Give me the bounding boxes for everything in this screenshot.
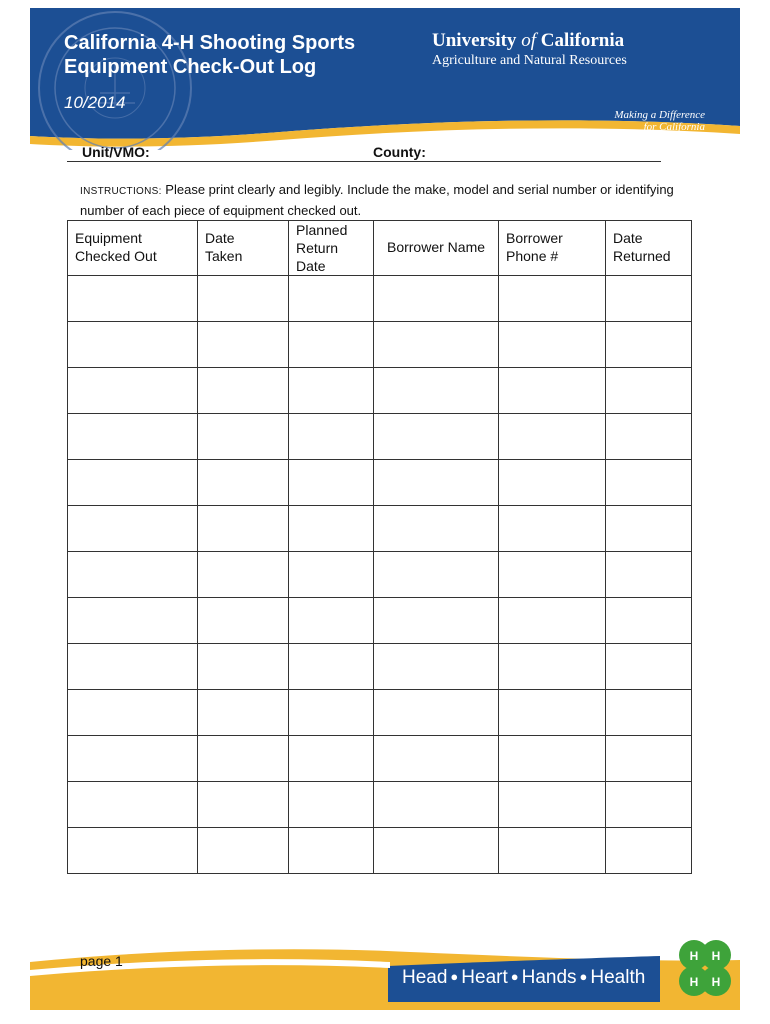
svg-text:H: H: [689, 949, 699, 963]
column-header-borrower-phone: Borrower Phone #: [499, 221, 606, 276]
table-cell-input[interactable]: [606, 322, 692, 368]
table-cell-input[interactable]: [606, 690, 692, 736]
table-cell-input[interactable]: [606, 460, 692, 506]
table-cell-input[interactable]: [606, 276, 692, 322]
table-row: [68, 460, 692, 506]
table-cell-input[interactable]: [198, 368, 289, 414]
table-cell-input[interactable]: [374, 782, 499, 828]
table-cell-input[interactable]: [68, 644, 198, 690]
table-cell-input[interactable]: [289, 690, 374, 736]
header-banner: [30, 8, 740, 150]
revision-date: 10/2014: [64, 93, 126, 112]
table-cell-input[interactable]: [68, 276, 198, 322]
table-row: [68, 276, 692, 322]
table-cell-input[interactable]: [606, 644, 692, 690]
document-title: [64, 31, 355, 79]
table-cell-input[interactable]: [198, 690, 289, 736]
table-cell-input[interactable]: [198, 598, 289, 644]
table-cell-input[interactable]: [68, 506, 198, 552]
table-cell-input[interactable]: [606, 506, 692, 552]
table-cell-input[interactable]: [499, 690, 606, 736]
table-cell-input[interactable]: [68, 368, 198, 414]
table-cell-input[interactable]: [68, 736, 198, 782]
table-cell-input[interactable]: [499, 460, 606, 506]
title-line-2: Equipment Check-Out Log: [64, 56, 317, 78]
table-cell-input[interactable]: [289, 368, 374, 414]
table-cell-input[interactable]: [198, 322, 289, 368]
table-cell-input[interactable]: [289, 414, 374, 460]
unit-county-line[interactable]: [67, 144, 661, 162]
table-cell-input[interactable]: [374, 736, 499, 782]
table-cell-input[interactable]: [68, 552, 198, 598]
table-cell-input[interactable]: [68, 690, 198, 736]
table-cell-input[interactable]: [198, 736, 289, 782]
table-row: [68, 690, 692, 736]
table-cell-input[interactable]: [289, 644, 374, 690]
table-row: [68, 736, 692, 782]
table-cell-input[interactable]: [606, 828, 692, 874]
svg-text:H: H: [711, 949, 721, 963]
table-cell-input[interactable]: [606, 368, 692, 414]
table-cell-input[interactable]: [68, 322, 198, 368]
svg-text:H: H: [689, 975, 699, 989]
table-cell-input[interactable]: [374, 644, 499, 690]
table-row: [68, 644, 692, 690]
table-cell-input[interactable]: [606, 782, 692, 828]
page-number: page 1: [80, 953, 123, 969]
table-cell-input[interactable]: [198, 506, 289, 552]
table-cell-input[interactable]: [499, 828, 606, 874]
table-cell-input[interactable]: [499, 506, 606, 552]
table-cell-input[interactable]: [606, 598, 692, 644]
table-cell-input[interactable]: [68, 460, 198, 506]
table-cell-input[interactable]: [68, 782, 198, 828]
table-cell-input[interactable]: [289, 506, 374, 552]
table-cell-input[interactable]: [289, 828, 374, 874]
table-cell-input[interactable]: [499, 552, 606, 598]
table-cell-input[interactable]: [606, 414, 692, 460]
4h-clover-icon: [670, 935, 740, 1005]
table-cell-input[interactable]: [374, 414, 499, 460]
instructions-lead: INSTRUCTIONS:: [80, 186, 162, 197]
column-header-date-taken: Date Taken: [198, 221, 289, 276]
unit-vmo-label: Unit/VMO:: [82, 144, 150, 160]
checkout-log-table: [67, 220, 692, 874]
table-cell-input[interactable]: [289, 460, 374, 506]
table-cell-input[interactable]: [499, 414, 606, 460]
table-row: [68, 552, 692, 598]
table-cell-input[interactable]: [289, 552, 374, 598]
title-line-1: California 4-H Shooting Sports: [64, 32, 356, 54]
table-cell-input[interactable]: [68, 414, 198, 460]
table-cell-input[interactable]: [289, 276, 374, 322]
table-row: [68, 322, 692, 368]
table-cell-input[interactable]: [68, 828, 198, 874]
table-cell-input[interactable]: [68, 598, 198, 644]
table-row: [68, 506, 692, 552]
table-cell-input[interactable]: [374, 368, 499, 414]
table-cell-input[interactable]: [374, 460, 499, 506]
organization-tagline: Making a Difference for California: [614, 109, 705, 133]
svg-text:H: H: [711, 975, 721, 989]
table-cell-input[interactable]: [606, 552, 692, 598]
footer-motto: Head ● Heart ● Hands ● Health: [402, 967, 646, 988]
organization-division: Agriculture and Natural Resources: [432, 53, 627, 68]
table-cell-input[interactable]: [606, 736, 692, 782]
table-cell-input[interactable]: [374, 828, 499, 874]
table-row: [68, 598, 692, 644]
table-cell-input[interactable]: [198, 828, 289, 874]
table-cell-input[interactable]: [198, 782, 289, 828]
column-header-equipment: Equipment Checked Out: [68, 221, 198, 276]
table-cell-input[interactable]: [289, 782, 374, 828]
table-body: [68, 276, 692, 874]
table-cell-input[interactable]: [198, 460, 289, 506]
table-cell-input[interactable]: [289, 598, 374, 644]
table-cell-input[interactable]: [198, 276, 289, 322]
table-cell-input[interactable]: [499, 368, 606, 414]
table-cell-input[interactable]: [289, 736, 374, 782]
table-cell-input[interactable]: [499, 276, 606, 322]
table-row: [68, 782, 692, 828]
column-header-date-returned: Date Returned: [606, 221, 692, 276]
table-cell-input[interactable]: [198, 552, 289, 598]
table-cell-input[interactable]: [499, 598, 606, 644]
table-row: [68, 828, 692, 874]
table-cell-input[interactable]: [499, 736, 606, 782]
column-header-borrower-name: Borrower Name: [374, 221, 499, 276]
table-cell-input[interactable]: [198, 644, 289, 690]
table-cell-input[interactable]: [374, 276, 499, 322]
table-cell-input[interactable]: [374, 322, 499, 368]
table-cell-input[interactable]: [198, 414, 289, 460]
county-label: County:: [373, 144, 426, 160]
table-cell-input[interactable]: [499, 782, 606, 828]
organization-name: University of California: [432, 30, 625, 51]
table-cell-input[interactable]: [374, 598, 499, 644]
column-header-planned-return-date: Planned Return Date: [289, 221, 374, 276]
table-row: [68, 368, 692, 414]
table-cell-input[interactable]: [499, 644, 606, 690]
table-cell-input[interactable]: [289, 322, 374, 368]
instructions-text: Please print clearly and legibly. Include the make, model and serial number or identifying number of each piece of equipment checked out.: [80, 182, 674, 218]
table-cell-input[interactable]: [374, 690, 499, 736]
table-cell-input[interactable]: [499, 322, 606, 368]
table-cell-input[interactable]: [374, 506, 499, 552]
instructions: [80, 180, 680, 220]
table-header-row: [68, 221, 692, 276]
table-cell-input[interactable]: [374, 552, 499, 598]
uc-seal-icon: [30, 8, 200, 150]
table-row: [68, 414, 692, 460]
